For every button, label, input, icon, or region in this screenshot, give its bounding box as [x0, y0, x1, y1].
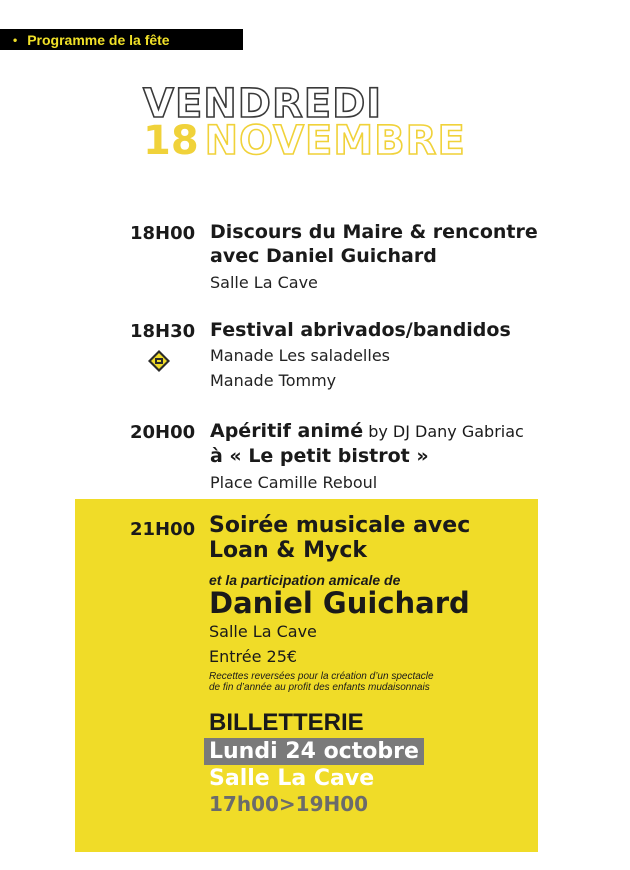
featured-title: [209, 513, 509, 563]
event-title-line1: Discours du Maire & rencontre: [210, 221, 538, 243]
proceeds-note-line2: de fin d’année au profit des enfants mudaisonnais: [209, 682, 430, 693]
featured-title-line2: Loan & Myck: [209, 538, 368, 563]
ticketing-heading: BILLETTERIE: [209, 709, 364, 736]
manade-2: Manade Tommy: [210, 371, 337, 390]
featured-title-line1: Soirée musicale avec: [209, 513, 471, 538]
ticketing-hours: 17h00>19H00: [209, 792, 369, 816]
date-month: NOVEMBRE: [204, 118, 466, 164]
proceeds-note: [209, 671, 519, 693]
featured-time: 21H00: [130, 519, 196, 540]
participation-text: et la participation amicale de: [209, 572, 401, 588]
event-place: Place Camille Reboul: [210, 473, 378, 492]
ticketing-date: Lundi 24 octobre: [204, 738, 424, 765]
featured-place: Salle La Cave: [209, 622, 317, 641]
featured-price: Entrée 25€: [209, 647, 298, 666]
bull-badge-icon: [148, 350, 170, 372]
manade-1: Manade Les saladelles: [210, 346, 390, 365]
proceeds-note-line1: Recettes reversées pour la création d’un spectacle: [209, 671, 434, 682]
event-venue: à « Le petit bistrot »: [210, 445, 429, 467]
date-day: VENDREDI: [143, 81, 383, 127]
event-title-main: Apéritif animé: [210, 420, 364, 442]
event-time: 18H30: [130, 321, 196, 342]
ticketing-place: Salle La Cave: [209, 766, 375, 791]
event-title: [210, 419, 540, 444]
event-title: Festival abrivados/bandidos: [210, 319, 511, 341]
featured-event-panel: [75, 499, 538, 852]
bullet: •: [13, 32, 18, 47]
event-place: Salle La Cave: [210, 273, 318, 292]
guest-name: Daniel Guichard: [209, 586, 470, 620]
event-time: 20H00: [130, 422, 196, 443]
event-time: 18H00: [130, 223, 196, 244]
date-number: 18: [143, 118, 199, 164]
event-dj: by DJ Dany Gabriac: [363, 422, 524, 441]
section-tab: [0, 29, 243, 50]
date-line: [143, 118, 466, 164]
event-title-line2: avec Daniel Guichard: [210, 245, 437, 267]
section-title: Programme de la fête: [27, 31, 170, 48]
